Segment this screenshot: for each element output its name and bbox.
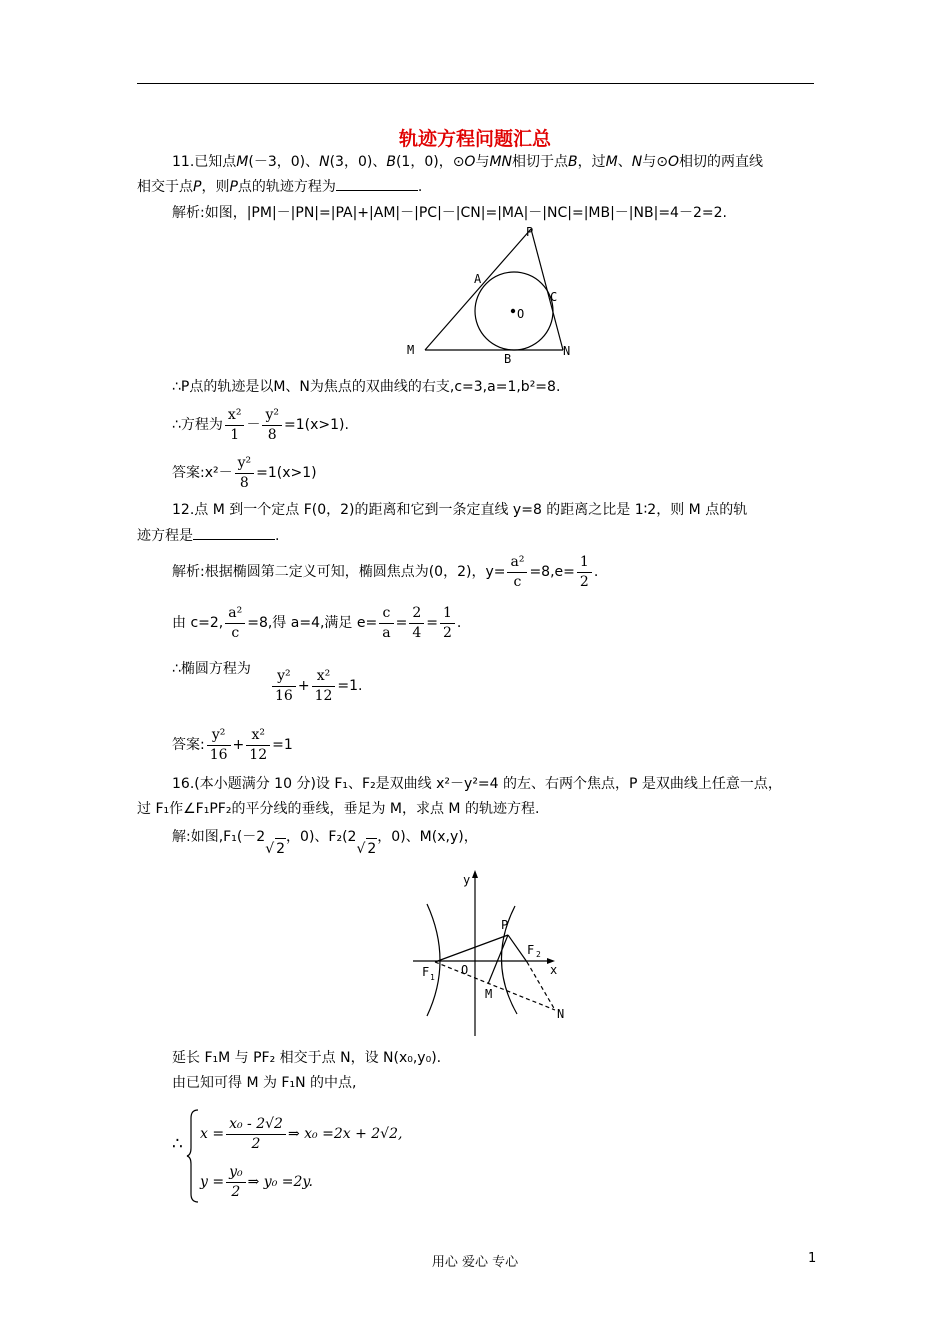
label-a: A: [474, 272, 482, 286]
q11-answer: 答案:x²－ $\frac{\text{y²}}{8}$ =1(x>1): [172, 454, 317, 491]
page-title: 轨迹方程问题汇总: [398, 128, 551, 150]
line-f1n: [435, 962, 558, 1010]
label-p: P: [501, 918, 509, 932]
label-n: N: [557, 1007, 565, 1021]
label-f1: F: [422, 965, 430, 979]
q12-analysis: 解析:根据椭圆第二定义可知，椭圆焦点为(0，2)，y= $\frac{\text{a²}}{c}$ =8,e= $\frac{1}{2}$ .: [172, 553, 599, 590]
label-f2: F: [527, 943, 535, 957]
header-rule: [137, 83, 814, 84]
q12-step: 由 c=2, $\frac{\text{a²}}{c}$ =8,得 a=4,满足 e= $\frac{c}{a}$ = $\frac{2}{4}$ = $\frac{1}{2}$ .: [172, 604, 462, 641]
q16-midpoint: 由已知可得 M 为 F₁N 的中点,: [172, 1075, 357, 1091]
footer: 用心 爱心 专心: [431, 1255, 519, 1270]
line-f1p: [435, 935, 508, 962]
center-dot: [511, 309, 515, 313]
q16-line1: 16.(本小题满分 10 分)设 F₁、F₂是双曲线 x²－y²=4 的左、右两个焦点，P 是双曲线上任意一点，: [172, 776, 782, 792]
page-number: 1: [808, 1251, 817, 1266]
label-m: M: [485, 987, 493, 1001]
system-brace: [186, 1108, 200, 1204]
q16-solution: 解:如图,F₁(－2√ 2，0)、F₂(2√ 2，0)、M(x,y)，: [172, 829, 478, 857]
label-c: C: [550, 290, 558, 304]
line-mp: [425, 229, 531, 350]
q16-line2: 过 F₁作∠F₁PF₂的平分线的垂线，垂足为 M，求点 M 的轨迹方程.: [137, 801, 540, 817]
q12-answer: 答案: $\frac{\text{y²}}{16}$ + $\frac{\text{x²}}{12}$ =1: [172, 726, 293, 763]
q12-ellipse-prefix: ∴椭圆方程为: [172, 661, 251, 677]
q11-analysis: 解析:如图，|PM|－|PN|=|PA|+|AM|－|PC|－|CN|=|MA|－|NC|=|MB|－|NB|=4－2=2.: [172, 205, 727, 221]
label-b: B: [504, 352, 512, 366]
label-n: N: [563, 344, 571, 358]
q11-equation: ∴方程为 $\frac{\text{x²}}{1}$ － $\frac{\text{y²}}{8}$ =1(x>1).: [172, 406, 349, 443]
label-f1-sub: 1: [430, 973, 435, 982]
q12-line1: 12.点 M 到一个定点 F(0，2)的距离和它到一条定直线 y=8 的距离之比是 1∶2，则 M 点的轨: [172, 502, 748, 518]
label-p: P: [526, 225, 534, 239]
q12-ellipse-eq: $\frac{\text{y²}}{16}$ + $\frac{\text{x²}}{12}$ =1.: [270, 663, 362, 709]
answer-blank-2: [193, 526, 275, 540]
label-x: x: [550, 963, 558, 977]
q11-figure: [400, 222, 590, 368]
label-o: O: [461, 963, 469, 977]
label-m: M: [407, 343, 415, 357]
left-branch: [427, 904, 440, 1016]
q16-extend: 延长 F₁M 与 PF₂ 相交于点 N，设 N(x₀,y₀).: [172, 1050, 442, 1066]
system-eq1: x = $\frac{\text{x₀ - 2√2}}{2}$ ⇒ x₀ =2x + 2√2,: [200, 1115, 403, 1152]
q12-line2: 迹方程是 .: [137, 528, 280, 544]
answer-blank: [336, 177, 418, 191]
q16-figure: [405, 866, 580, 1041]
label-f2-sub: 2: [536, 950, 541, 959]
q11-line1: 11.已知点M(－3，0)、N(3，0)、B(1，0)，⊙O与MN相切于点B，过M、N与⊙O相切的两直线: [172, 154, 763, 170]
q16-therefore: ∴: [172, 1134, 183, 1154]
bisector: [488, 935, 508, 984]
system-eq2: y = $\frac{\text{y₀}}{2}$ ⇒ y₀ =2y.: [200, 1163, 313, 1200]
line-pf2: [508, 935, 527, 962]
label-o: O: [517, 307, 525, 321]
q11-line2: 相交于点P，则P点的轨迹方程为 .: [137, 179, 423, 195]
label-y: y: [463, 873, 471, 887]
y-arrow: [472, 870, 478, 878]
q11-conclusion: ∴P点的轨迹是以M、N为焦点的双曲线的右支,c=3,a=1,b²=8.: [172, 379, 561, 395]
